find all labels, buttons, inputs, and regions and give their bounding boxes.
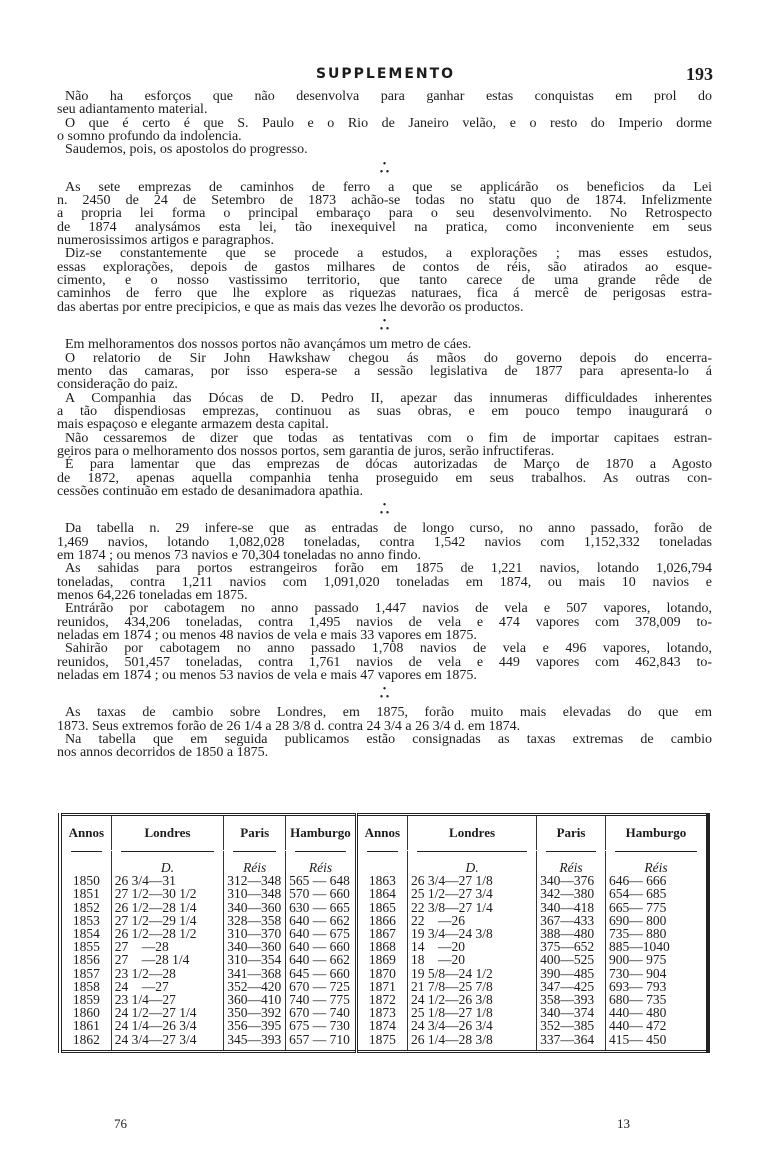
text-line: Da tabella n. 29 infere-se que as entradas de longo curso, no anno passado, forão de <box>65 521 712 537</box>
text-line: As sahidas para portos estrangeiros forão em 1875 de 1,221 navios, lotando 1,026,794 <box>65 561 712 577</box>
text-line: geiros para o melhoramento dos nossos portos, sem garantia de juros, serão infructiferas. <box>57 443 555 459</box>
section-divider-asterism: • • • <box>379 684 390 704</box>
table-cell: 1867 <box>356 927 407 940</box>
unit-label <box>60 857 111 874</box>
text-line: menos 64,226 toneladas em 1875. <box>57 588 248 603</box>
table-cell: 1874 <box>356 1019 407 1032</box>
text-line: em 1874 ; ou menos 73 navios e 70,304 toneladas no anno findo. <box>57 547 421 563</box>
text-line: A Companhia das Dócas de D. Pedro II, apezar das innumeras difficuldades inherentes <box>65 390 712 406</box>
column-header: Paris <box>224 815 286 851</box>
text-line: Saudemos, pois, os apostolos do progresso. <box>65 142 308 158</box>
text-line: Não cessaremos de dizer que todas as tentativas com o fim de importar capitaes estran- <box>65 430 712 446</box>
text-line: cessões continuão em estado de desanimadora apathia. <box>57 483 363 499</box>
table-cell: 570 — 660 <box>286 887 357 900</box>
table-cell: 1861 <box>60 1019 111 1032</box>
table-row <box>60 967 708 980</box>
text-line: seu adiantamento material. <box>57 102 208 118</box>
table-cell: 23 1/2—28 <box>111 967 224 980</box>
text-line: O relatorio de Sir John Hawkshaw chegou ás mãos do governo depois do encerra- <box>65 350 712 366</box>
table-cell: 26 1/4—28 3/8 <box>407 1033 536 1052</box>
table-cell: 680— 735 <box>605 993 708 1006</box>
text-line: o somno profundo da indolencia. <box>57 129 242 145</box>
text-line: a propria lei forma o principal embaraço para o seu desenvolvimento. No Retrospecto <box>57 206 712 222</box>
table-cell: 26 3/4—31 <box>111 874 224 887</box>
text-line: caminhos de ferro que lhe explore as riquezas naturaes, fica á mercê de perigosas estra- <box>57 286 712 302</box>
unit-label: D. <box>111 857 224 874</box>
table-cell: 1864 <box>356 887 407 900</box>
table-cell: 670 — 740 <box>286 1006 357 1019</box>
table-cell: 27 —28 1/4 <box>111 953 224 966</box>
text-line: das abertas por entre precipicios, e que as mais das vezes lhe devorão os productos. <box>57 299 524 315</box>
table-cell: 665— 775 <box>605 901 708 914</box>
table-cell: 340—360 <box>224 901 286 914</box>
text-line: Na tabella que em seguida publicamos estão consignadas as taxas extremas de cambio <box>65 732 712 748</box>
table-cell: 640 — 660 <box>286 940 357 953</box>
table-cell: 356—395 <box>224 1019 286 1032</box>
table-cell: 654— 685 <box>605 887 708 900</box>
table-cell: 1854 <box>60 927 111 940</box>
page-header <box>58 66 713 86</box>
table-cell: 1866 <box>356 914 407 927</box>
table-cell: 23 1/4—27 <box>111 993 224 1006</box>
table-cell: 1850 <box>60 874 111 887</box>
table-cell: 358—393 <box>537 993 606 1006</box>
table-cell: 1870 <box>356 967 407 980</box>
column-header: Hamburgo <box>286 815 357 851</box>
table-cell: 340—376 <box>537 874 606 887</box>
text-line: As taxas de cambio sobre Londres, em 1875, forão muito mais elevadas do que em <box>65 705 712 721</box>
text-line: Diz-se constantemente que se procede a estudos, a explorações ; mas esses estudos, <box>65 246 712 262</box>
table-cell: 22 —26 <box>407 914 536 927</box>
body-text <box>57 90 712 760</box>
table-cell: 1868 <box>356 940 407 953</box>
paragraph <box>57 392 712 432</box>
paragraph <box>57 247 712 314</box>
page-number: 193 <box>686 64 713 84</box>
paragraph <box>57 117 712 144</box>
table-cell: 347—425 <box>537 980 606 993</box>
table-cell: 885—1040 <box>605 940 708 953</box>
text-line: O que é certo é que S. Paulo e o Rio de Janeiro velão, e o resto do Imperio dorme <box>65 115 712 131</box>
text-line: 1873. Seus extremos forão de 26 1/4 a 28 3/8 d. contra 24 3/4 a 26 3/4 d. em 1874. <box>57 718 521 734</box>
table-cell: 645 — 660 <box>286 967 357 980</box>
table-cell: 26 3/4—27 1/8 <box>407 874 536 887</box>
column-header: Londres <box>407 815 536 851</box>
table-cell: 340—374 <box>537 1006 606 1019</box>
table-cell: 730— 904 <box>605 967 708 980</box>
paragraph <box>57 522 712 562</box>
paragraph <box>57 458 712 498</box>
table-cell: 1858 <box>60 980 111 993</box>
table-cell: 415— 450 <box>605 1033 708 1052</box>
table-cell: 1865 <box>356 901 407 914</box>
text-line: mais espaçoso e elegante armazem desta capital. <box>57 417 329 433</box>
table-cell: 1857 <box>60 967 111 980</box>
table-cell: 24 1/2—26 3/8 <box>407 993 536 1006</box>
table-cell: 900— 975 <box>605 953 708 966</box>
text-line: Não ha esforços que não desenvolva para ganhar estas conquistas em prol do <box>65 89 712 104</box>
table-cell: 1851 <box>60 887 111 900</box>
column-header: Annos <box>60 815 111 851</box>
paragraph <box>57 562 712 602</box>
paragraph <box>57 706 712 733</box>
table-cell: 1869 <box>356 953 407 966</box>
footer-signature-right: 13 <box>617 1116 630 1131</box>
table-cell: 1863 <box>356 874 407 887</box>
text-line: nos annos decorridos de 1850 a 1875. <box>57 745 269 761</box>
unit-label: Réis <box>537 857 606 874</box>
table-cell: 1872 <box>356 993 407 1006</box>
section-divider-asterism: • • • <box>379 500 390 520</box>
table-cell: 1859 <box>60 993 111 1006</box>
table-row <box>60 887 708 900</box>
table-cell: 735— 880 <box>605 927 708 940</box>
running-title: SUPPLEMENTO <box>315 66 456 82</box>
table-cell: 22 3/8—27 1/4 <box>407 901 536 914</box>
section-divider-asterism: • • • <box>379 316 390 336</box>
table-cell: 25 1/2—27 3/4 <box>407 887 536 900</box>
text-line: mento das camaras, por isso espera-se a sessão legislativa de 1877 para apresenta-lo á <box>57 363 712 379</box>
table-cell: 27 —28 <box>111 940 224 953</box>
table-cell: 21 7/8—25 7/8 <box>407 980 536 993</box>
table-cell: 565 — 648 <box>286 874 357 887</box>
table-row <box>60 1019 708 1032</box>
table-cell: 328—358 <box>224 914 286 927</box>
column-header: Hamburgo <box>605 815 708 851</box>
paragraph <box>57 181 712 248</box>
table-cell: 14 —20 <box>407 940 536 953</box>
text-line: a tão dispendiosas emprezas, continuou as suas obras, e em pouco tempo inaugurará o <box>57 403 712 419</box>
table-cell: 27 1/2—30 1/2 <box>111 887 224 900</box>
text-line: de 1874 analysámos esta lei, tão inexequivel na pratica, como inconveniente em seus <box>57 219 712 235</box>
column-header: Annos <box>356 815 407 851</box>
paragraph <box>57 90 712 117</box>
table-cell: 375—652 <box>537 940 606 953</box>
table-cell: 670 — 725 <box>286 980 357 993</box>
table-cell: 27 1/2—29 1/4 <box>111 914 224 927</box>
table-cell: 693— 793 <box>605 980 708 993</box>
table-cell: 388—480 <box>537 927 606 940</box>
table-cell: 345—393 <box>224 1033 286 1052</box>
table-cell: 1871 <box>356 980 407 993</box>
table-cell: 340—360 <box>224 940 286 953</box>
table-cell: 352—420 <box>224 980 286 993</box>
unit-label: Réis <box>286 857 357 874</box>
table-cell: 19 5/8—24 1/2 <box>407 967 536 980</box>
table-row <box>60 953 708 966</box>
table-cell: 26 1/2—28 1/2 <box>111 927 224 940</box>
table-cell: 646— 666 <box>605 874 708 887</box>
paragraph <box>57 352 712 392</box>
exchange-rate-table <box>58 813 710 1053</box>
table-cell: 1853 <box>60 914 111 927</box>
table-cell: 24 3/4—26 3/4 <box>407 1019 536 1032</box>
table-cell: 740 — 775 <box>286 993 357 1006</box>
table-cell: 312—348 <box>224 874 286 887</box>
unit-label: Réis <box>605 857 708 874</box>
table-cell: 1856 <box>60 953 111 966</box>
text-line: numerosissimos artigos e paragraphos. <box>57 233 274 249</box>
table-cell: 630 — 665 <box>286 901 357 914</box>
table-cell: 18 —20 <box>407 953 536 966</box>
table-cell: 337—364 <box>537 1033 606 1052</box>
table-cell: 440— 480 <box>605 1006 708 1019</box>
unit-label: Réis <box>224 857 286 874</box>
column-header: Londres <box>111 815 224 851</box>
table-cell: 24 —27 <box>111 980 224 993</box>
table-cell: 690— 800 <box>605 914 708 927</box>
table-cell: 657 — 710 <box>286 1033 357 1052</box>
text-line: reunidos, 434,206 toneladas, contra 1,495 navios de vela e 474 vapores com 378,009 to- <box>57 614 712 630</box>
table-cell: 640 — 675 <box>286 927 357 940</box>
table-cell: 390—485 <box>537 967 606 980</box>
table-row <box>60 1033 708 1052</box>
paragraph <box>57 642 712 682</box>
table-cell: 640 — 662 <box>286 914 357 927</box>
table-row <box>60 901 708 914</box>
table-cell: 340—418 <box>537 901 606 914</box>
text-line: Em melhoramentos dos nossos portos não avançámos um metro de cáes. <box>65 337 472 353</box>
section-divider-asterism: • • • <box>379 158 390 178</box>
table-cell: 24 1/2—27 1/4 <box>111 1006 224 1019</box>
table-cell: 310—354 <box>224 953 286 966</box>
text-line: Sahirão por cabotagem no anno passado 1,708 navios de vela e 496 vapores, lotando, <box>65 641 712 657</box>
text-line: As sete emprezas de caminhos de ferro a que se applicárão os beneficios da Lei <box>65 179 712 195</box>
table-cell: 1855 <box>60 940 111 953</box>
paragraph <box>57 602 712 642</box>
text-line: consideração do paiz. <box>57 377 178 393</box>
paragraph <box>57 733 712 760</box>
table-cell: 675 — 730 <box>286 1019 357 1032</box>
table-cell: 1873 <box>356 1006 407 1019</box>
unit-label <box>356 857 407 874</box>
paragraph <box>57 143 712 156</box>
table-header-row <box>60 815 708 851</box>
table-cell: 342—380 <box>537 887 606 900</box>
table-cell: 26 1/2—28 1/4 <box>111 901 224 914</box>
text-line: neladas em 1874 ; ou menos 53 navios de vela e mais 47 vapores em 1875. <box>57 668 477 684</box>
text-line: toneladas, contra 1,211 navios com 1,091,020 toneladas em 1874, ou mais 10 navios e <box>57 574 712 590</box>
table-cell: 24 1/4—26 3/4 <box>111 1019 224 1032</box>
table-cell: 310—348 <box>224 887 286 900</box>
unit-label: D. <box>407 857 536 874</box>
footer-signature-left: 76 <box>114 1116 127 1131</box>
table-cell: 310—370 <box>224 927 286 940</box>
text-line: reunidos, 501,457 toneladas, contra 1,761 navios de vela e 449 vapores com 462,843 to- <box>57 654 712 670</box>
table-cell: 341—368 <box>224 967 286 980</box>
text-line: essas explorações, depois de gastos milhares de contos de réis, são atirados ao esque- <box>57 259 712 275</box>
text-line: É para lamentar que das emprezas de dócas autorizadas de Março de 1870 a Agosto <box>65 457 712 473</box>
table-cell: 1862 <box>60 1033 111 1052</box>
table-cell: 640 — 662 <box>286 953 357 966</box>
table-cell: 25 1/8—27 1/8 <box>407 1006 536 1019</box>
column-header: Paris <box>537 815 606 851</box>
table-cell: 360—410 <box>224 993 286 1006</box>
table-cell: 1875 <box>356 1033 407 1052</box>
table-cell: 350—392 <box>224 1006 286 1019</box>
table-cell: 1860 <box>60 1006 111 1019</box>
units-row <box>60 857 708 874</box>
text-line: cimento, e o nosso vastissimo territorio, que tanto carece de uma grande rêde de <box>57 273 712 289</box>
text-line: Entrárão por cabotagem no anno passado 1,447 navios de vela e 507 vapores, lotando, <box>65 601 712 617</box>
text-line: neladas em 1874 ; ou menos 48 navios de vela e mais 33 vapores em 1875. <box>57 628 477 644</box>
table-cell: 440— 472 <box>605 1019 708 1032</box>
paragraph <box>57 432 712 459</box>
table-cell: 400—525 <box>537 953 606 966</box>
text-line: de 1872, apenas aquella companhia tenha proseguido em seus trabalhos. As outras con- <box>57 470 712 486</box>
paragraph <box>57 338 712 351</box>
table-cell: 24 3/4—27 3/4 <box>111 1033 224 1052</box>
table-cell: 1852 <box>60 901 111 914</box>
text-line: 1,469 navios, lotando 1,082,028 toneladas, contra 1,542 navios com 1,152,332 toneladas <box>57 534 712 550</box>
table-cell: 352—385 <box>537 1019 606 1032</box>
text-line: n. 2450 de 24 de Setembro de 1873 achão-se todas no statu quo de 1874. Infelizmente <box>57 193 712 209</box>
table-cell: 19 3/4—24 3/8 <box>407 927 536 940</box>
table-cell: 367—433 <box>537 914 606 927</box>
